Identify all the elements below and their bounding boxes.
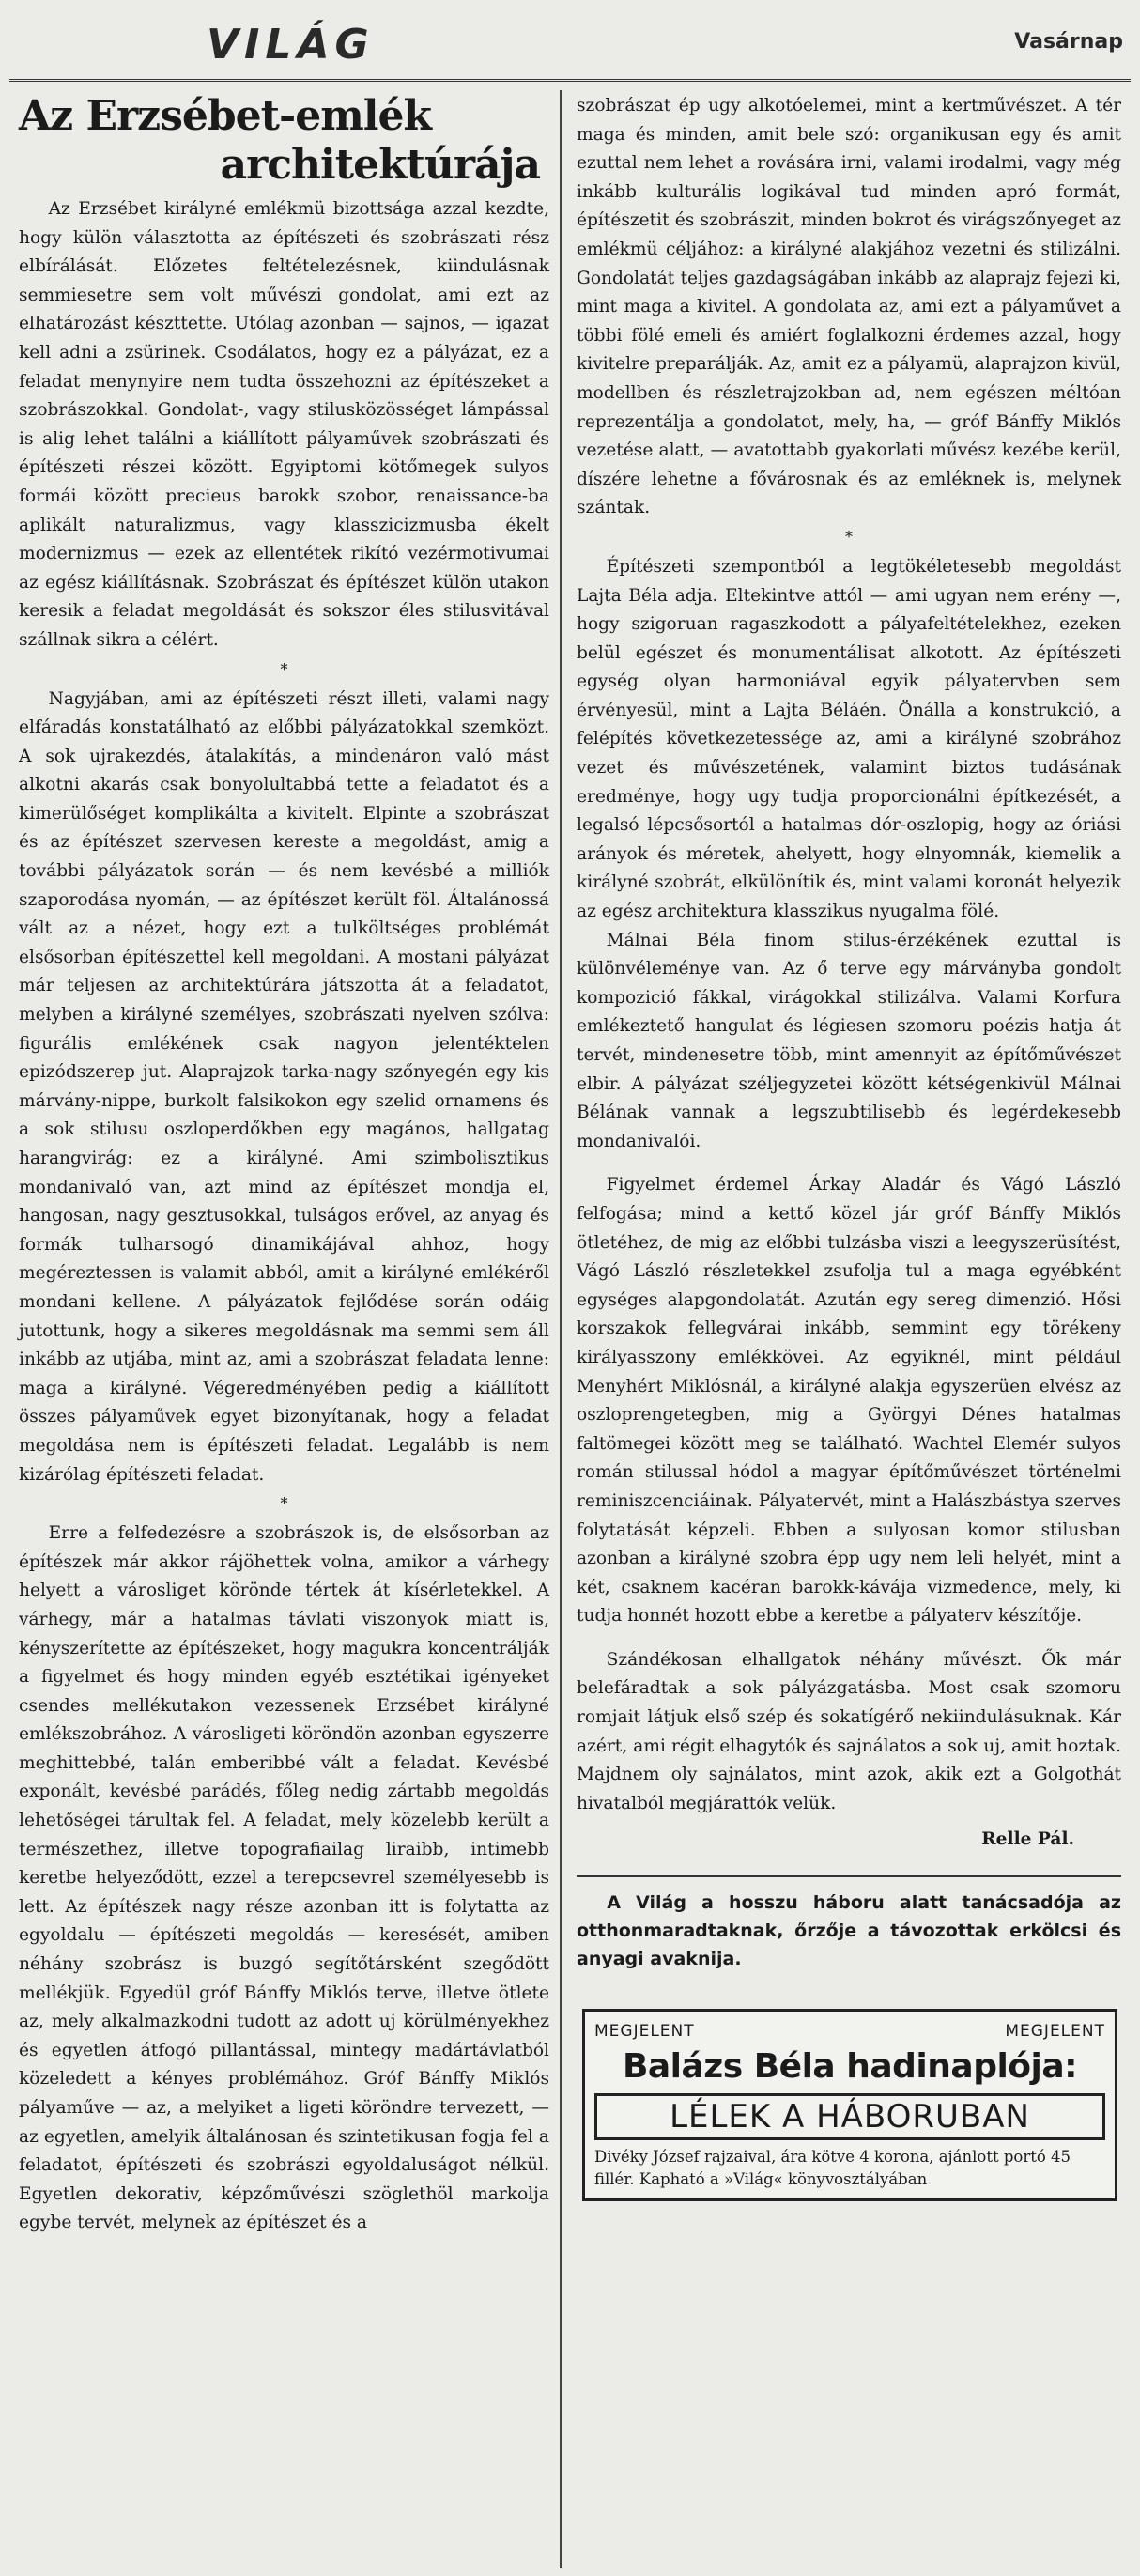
masthead-rule [9,79,1131,82]
section-separator: * [845,527,853,546]
section-separator: * [280,659,288,678]
article-paragraph: Nagyjában, ami az építészeti részt illeti, valami nagy elfáradás konstatálható az előbbi pályázatokkal szemközt. A sok ujrakezdés, átalakítás, a mindenáron való mást alkotni akarás csak bonyolultabbá tette a feladatot és a kimerülőséget komplikálta a kivitelt. Elpinte a szobrászat és az építészet szervesen kereste a megoldást, amig a további pályázatok során — és nem kevésbé a milliók szaporodása nyomán, — az építészet került föl. Általánossá vált az a nézet, hogy ezt a tulköltséges problémát elsősorban építészettel kell megoldani. A mostani pályázat már teljesen az architektúrára játszotta át a feladatot, melyben a királyné személyes, szobrászati nyelven szólva: figurális emlékének csak nagyon jelentéktelen epizódszerep jut. Alaprajzok tarka-nagy szőnyegén egy kis márvány-nippe, burkolt falsikokon egy szelid ornamens és a sok stilusu oszloperdőkben egy magános, hallgatag harangvirág: ez a királyné. Ami szimbolisztikus mondanivaló van, azt mind az építészet mondja el, hangosan, nagy gesztusokkal, tulságos erővel, az anyag és formák tulharsogó dinamikájával ahhoz, hogy megéreztessen is valamit abból, amit a királyné emlékéről mondani kellene. A pályázatok fejlődése során odáig jutottunk, hogy a sikeres megoldásnak ma semmi sem áll inkább az utjába, mint az, ami a szobrászat feladata lenne: maga a királyné. Végeredményében pedig a kiállított összes pályaművek egyet bizonyítanak, hogy a feladat megoldása nem is építészeti feladat. Legalább is nem kizárólag építészeti feladat. [19,688,549,1485]
article-author: Relle Pál. [981,1829,1074,1850]
headline-line-1: Az Erzsébet-emlék [19,92,432,140]
paragraph-gap [577,1156,1121,1171]
article-headline [19,92,549,190]
ad-subtitle: LÉLEK A HÁBORUBAN [594,2093,1105,2140]
section-separator: * [280,1494,288,1513]
right-column [577,92,1121,2567]
headline-line-2: architektúrája [220,141,540,189]
book-advertisement [582,2009,1117,2201]
publisher-notice: A Világ a hosszu háboru alatt tanácsadója az otthonmaradtaknak, őrzője a távozottak erkölcsi és anyagi avaknija. [577,1892,1121,1970]
left-column [19,92,549,2567]
ad-tag-right: MEGJELENT [1005,2022,1105,2042]
article-paragraph: Szándékosan elhallgatok néhány művészt. Ők már belefáradtak a sok pályázgatásba. Most csak szomoru romjait látjuk első szép és sokatígérő nekiindulásuknak. Kár azért, ami régit elhagytók és sajnálatos a sok uj, amit hoztak. Majdnem oly sajnálatos, mint azok, akik ezt a Golgothát hivatalból megjárattók velük. [577,1649,1121,1813]
author-rule [577,1875,1121,1877]
article-paragraph: Erre a felfedezésre a szobrászok is, de elsősorban az építészek már akkor rájöhettek volna, amikor a várhegy helyett a városliget körönde tértek át kísérletekkel. A várhegy, már a hatalmas távlati viszonyok miatt is, kényszerítette az építészeket, hogy magukra koncentrálják a figyelmet és hogy minden egyéb esztétikai igényeket csendes mellékutakon vezessenek Erzsébet királyné emlékszobrához. A városligeti köröndön azonban egyszerre meghittebbé, talán emberibbé vált a feladat. Kevésbé exponált, kevésbé parádés, főleg nedig zártabb megoldás lehetőségei tárultak fel. A feladat, mely közelebb került a természethez, illetve topografiailag liraibb, intimebb keretbe helyeződött, ezzel a terepcsevrel személyesebb is lett. Az építészek nagy része azonban itt is folytatta az egyoldalu — építészeti megoldás — keresését, amiben néhány szobrász is buzgó segítőtársként szegődött mellékjük. Egyedül gróf Bánffy Miklós terve, illetve ötlete az, mely alkalmazkodni tudott az adott uj körülményekhez és egyetlen átfogó pillantással, mintegy madártávlatból közeledett a kényes problémához. Gróf Bánffy Miklós pályaműve — az, a melyiket a ligeti köröndre tervezett, — az egyetlen, amelyik általánosan és szintetikusan fogja fel a feladatot, építészeti és szobrászi egyoldaluságot nélkül. Egyetlen dekorativ, képzőművészi szöglethöl markolja egybe tervét, melynek az építészet és a [19,1523,549,2233]
article-paragraph: Málnai Béla finom stilus-érzékének ezuttal is különvéleménye van. Az ő terve egy márványba gondolt kompozició fákkal, virágokkal stilizálva. Valami Korfura emlékeztető hangulat és légiesen szomoru poézis hatja át tervét, mindenesetre több, mint amennyit az építőművészet elbir. A pályázat széljegyzetei között kétségenkivül Málnai Bélának vannak a legszubtilisebb és legérdekesebb mondanivalói. [577,930,1121,1151]
masthead [0,0,1140,90]
ad-tags [594,2017,1105,2046]
issue-day: Vasárnap [1014,30,1123,54]
paragraph-gap [577,1631,1121,1646]
column-divider [560,90,562,2568]
article-paragraph: Építészeti szempontból a legtökéletesebb megoldást Lajta Béla adja. Eltekintve attól — ami ugyan nem erény —, hogy szigoruan ragaszkodott a pályafeltételekhez, ezeken belül egészet és monumentálisat alkotott. Az építészeti egység olyan harmoniával egyik pályatervben sem érvényesül, mint a Lajta Béláén. Önálla a konstrukció, a felépítés következetessége az, ami a királyné szobrához vezet és művészetének, valamint biztos tudásának eredménye, hogy ugy tudja proporcionálni építkezését, a legalsó lépcsősortól a hatalmas dór-oszlopig, hogy az óriási arányok és méretek, ahelyett, hogy elnyomnák, kiemelik a királyné szobrát, elkülönítik és, mint valami koronát helyezik az egész architektura klasszikus nyugalma fölé. [577,556,1121,922]
ad-title: Balázs Béla hadinaplója: [622,2046,1078,2086]
newspaper-title: VILÁG [207,21,375,69]
ad-tag-left: MEGJELENT [594,2022,695,2042]
article-paragraph: szobrászat ép ugy alkotóelemei, mint a kertművészet. A tér maga és minden, amit bele szó: organikusan egy és amit ezuttal nem lehet a rovására irni, valami irodalmi, vagy még inkább kulturális logikával tud minden apró formát, építészetit és szobrászit, minden bokrot és virágszőnyeget az emlékmü céljához: a királyné alakjához vezetni és stilizálni. Gondolatát teljes gazdagságában inkább az alaprajz fejezi ki, mint maga a kivitel. A gondolata az, ami ezt a pályaművet a többi fölé emeli és amiért foglalkozni érdemes azzal, hogy kivitelre preparálják. Az, amit ez a pályamü, alaprajzon kivül, modellben és részletrajzokban ad, nem egészen méltóan reprezentálja a gondolatot, mely, ha, — gróf Bánffy Miklós vezetése alatt, — avatottabb gyakorlati művész kezébe kerül, díszére lehetne a fővárosnak és az emléknek is, melynek szántak. [577,96,1121,518]
ad-footer: Divéky József rajzaival, ára kötve 4 korona, ajánlott portó 45 fillér. Kapható a »Világ« könyvosztályában [594,2147,1071,2188]
article-paragraph: Figyelmet érdemel Árkay Aladár és Vágó László felfogása; mind a kettő közel jár gróf Bánffy Miklós ötletéhez, de mig az előbbi tulzásba viszi a leegyszerüsítést, Vágó László részletekkel zsufolja tul a maga egyébként egységes alapgondolatát. Azután egy sereg dimenzió. Hősi korszakok fellegvárai inkább, semmint egy törékeny királyasszony emlékkövei. Az egyiknél, mint például Menyhért Miklósnál, a királyné alakja egyszerüen elvész az oszloprengetegben, mig a Györgyi Dénes hatalmas faltömegei között meg se található. Wachtel Elemér sulyos román stilussal hódol a magyar építőművészet történelmi reminiszcenciáinak. Pályatervét, mint a Halászbástya szerves folytatását képzeli. Ebben a sulyosan komor stilusban azonban a királyné szobra épp ugy nem leli helyét, mint a két, csaknem kacéran barokk-kávája vizmedence, mely, ki tudja honnét hozott ebbe a keretbe a pályaterv készítője. [577,1175,1121,1627]
article-paragraph: Az Erzsébet királyné emlékmü bizottsága azzal kezdte, hogy külön választotta az építészeti és szobrászati rész elbírálását. Előzetes feltételezésnek, kiindulásnak semmiesetre sem volt művészi gondolat, ami ezt az elhatározást készttette. Utólag azonban — sajnos, — igazat kell adni a zsürinek. Csodálatos, hogy ez a pályázat, ez a feladat menynyire nem tudta összehozni az építészeket a szobrászokkal. Gondolat-, vagy stilusközösséget lámpással is alig lehet találni a kiállított pályaművek szobrászati és építészeti részei között. Egyiptomi kötőmegek sulyos formái között precieus barokk szobor, renaissance-ba aplikált naturalizmus, vagy klasszicizmusba ékelt modernizmus — ezek az ellentétek rikító vezérmotivumai az egész kiállításnak. Szobrászat és építészet külön utakon keresik a feladat megoldását és sokszor éles stilusvitával szállnak sikra a célért. [19,199,549,650]
